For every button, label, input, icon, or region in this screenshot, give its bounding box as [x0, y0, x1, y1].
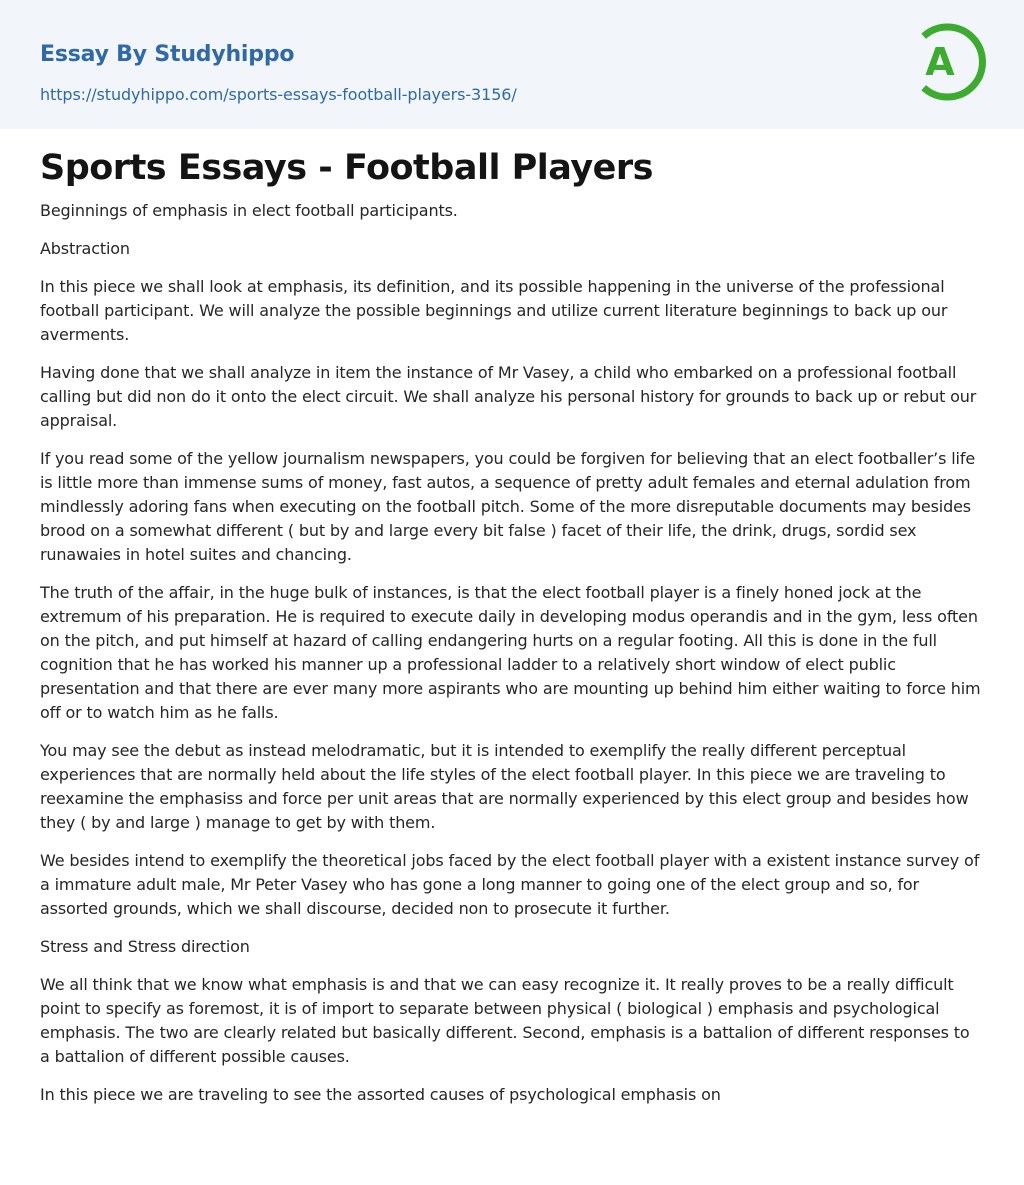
article-paragraph: Stress and Stress direction [40, 937, 250, 956]
site-header [0, 0, 1024, 129]
article-paragraph: We besides intend to exemplify the theoretical jobs faced by the elect football player with a existent instance survey of a immature adult male, Mr Peter Vasey who has gone a long manner to going one of the elect group and so, for assorted grounds, which we shall discourse, decided non to prosecute it further. [40, 851, 980, 918]
article-paragraph: The truth of the affair, in the huge bulk of instances, is that the elect football player is a finely honed jock at the extremum of his preparation. He is required to execute daily in developing modus operandis and in the gym, less often on the pitch, and put himself at hazard of calling endangering hurts on a regular footing. All this is done in the full cognition that he has worked his manner up a professional ladder to a relatively short window of elect public presentation and that there are ever many more aspirants who are mounting up behind him either waiting to force him off or to watch him as he falls. [40, 583, 981, 722]
studyhippo-logo-icon[interactable] [910, 18, 988, 106]
article [0, 129, 1024, 1107]
article-paragraph: If you read some of the yellow journalism newspapers, you could be forgiven for believing that an elect footballer’s life is little more than immense sums of money, fast autos, a sequence of pretty adult females and eternal adulation from mindlessly adoring fans when executing on the football pitch. Some of the more disreputable documents may besides brood on a somewhat different ( but by and large every bit false ) facet of their life, the drink, drugs, sordid sex runawaies in hotel suites and chancing. [40, 449, 976, 564]
article-paragraph: We all think that we know what emphasis is and that we can easy recognize it. It really proves to be a really difficult point to specify as foremost, it is of import to separate between physical ( biological ) emphasis and psychological emphasis. The two are clearly related but basically different. Second, emphasis is a battalion of different responses to a battalion of different possible causes. [40, 975, 970, 1066]
article-title: Sports Essays - Football Players [40, 148, 653, 188]
article-paragraph: In this piece we are traveling to see the assorted causes of psychological emphasis on [40, 1085, 721, 1104]
article-paragraph: Abstraction [40, 239, 130, 258]
article-paragraph: Having done that we shall analyze in item the instance of Mr Vasey, a child who embarked on a professional football calling but did non do it onto the elect circuit. We shall analyze his personal history for grounds to back up or rebut our appraisal. [40, 363, 977, 430]
logo-letter: A [925, 40, 955, 84]
article-paragraph: You may see the debut as instead melodramatic, but it is intended to exemplify the really different perceptual experiences that are normally held about the life styles of the elect football player. In this piece we are traveling to reexamine the emphasiss and force per unit areas that are normally experienced by this elect group and besides how they ( by and large ) manage to get by with them. [40, 741, 969, 832]
article-paragraph: In this piece we shall look at emphasis, its definition, and its possible happening in the universe of the professional football participant. We will analyze the possible beginnings and utilize current literature beginnings to back up our averments. [40, 277, 948, 344]
article-paragraph: Beginnings of emphasis in elect football participants. [40, 201, 458, 220]
brand-name[interactable]: Essay By Studyhippo [40, 42, 295, 67]
source-url-link[interactable]: https://studyhippo.com/sports-essays-football-players-3156/ [40, 85, 517, 104]
